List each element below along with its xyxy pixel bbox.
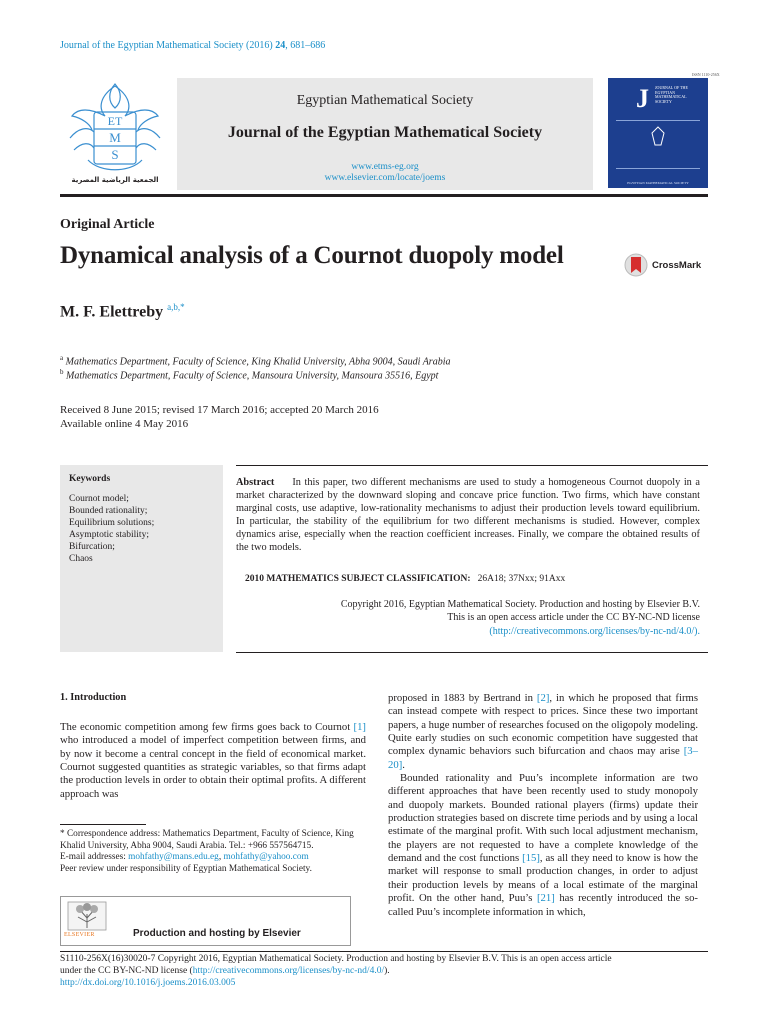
bottom-copyright: S1110-256X(16)30020-7 Copyright 2016, Egyptian Mathematical Society. Production and hosting by Elsevier B.V. This is an open access article [60, 954, 612, 964]
email-label: E-mail addresses: [60, 852, 129, 863]
received-dates: Received 8 June 2015; revised 17 March 2016; accepted 20 March 2016 [60, 404, 379, 416]
body-text: who introduced a model of imperfect competition between firms, and by now it become a central concept in the field of economical market. Cournot suggested quantities as strategic variables, so that firms adapt the production levels in order to obtain their optimal profits. A different approach was [60, 734, 366, 800]
body-text: , as all they need to know is how the market will response to small production changes, in order to adjust their production levels by means of a local estimate of the marginal profit. On the other hand, Puu’s [388, 852, 698, 905]
body-text: has recently introduced the so-called Puu’s incomplete information in which, [388, 892, 698, 918]
journal-title: Journal of the Egyptian Mathematical Society [227, 124, 543, 141]
cover-divider-bottom [616, 168, 700, 169]
cover-emblem-icon [650, 126, 666, 146]
cover-j-letter: J [636, 84, 649, 113]
abstract-text: In this paper, two different mechanisms are used to study a homogeneous Cournot duopoly in a market characterized by the downward sloping and concave price function. Two firms, which have constant marginal costs, use adaptive, low-rationality mechanisms to adjust their production levels toward equilibrium. In particular, the stability of the equilibrium for two different mechanisms is studied. However, complex dynamics arise, especially when the reaction coefficient increases. Finally, we compare the obtained results of the two models. [236, 477, 700, 554]
affiliation-text: Mathematics Department, Faculty of Science, Mansoura University, Mansoura 35516, Egypt [63, 370, 439, 382]
author-name [60, 302, 185, 321]
section-heading-introduction: 1. Introduction [60, 692, 127, 703]
bottom-rule [60, 951, 708, 952]
cover-divider [616, 120, 700, 121]
citation-link[interactable]: [21] [536, 892, 555, 905]
intro-column-right [388, 692, 698, 919]
paragraph [388, 772, 698, 919]
msc-label: 2010 MATHEMATICS SUBJECT CLASSIFICATION: [245, 574, 471, 584]
crossmark-label[interactable]: CrossMark [652, 260, 702, 271]
author-text: M. F. Elettreby [60, 303, 168, 321]
logo-letters-m: M [109, 130, 121, 145]
header-rule [60, 194, 708, 197]
keywords-heading: Keywords [69, 474, 111, 484]
license-line: This is an open access article under the CC BY-NC-ND license [447, 612, 700, 624]
url-etms[interactable]: www.etms-eg.org [351, 162, 419, 172]
article-type: Original Article [60, 217, 155, 232]
elsevier-wordmark: ELSEVIER [64, 932, 95, 938]
keyword-item: Asymptotic stability; [69, 530, 149, 541]
body-text: . [402, 758, 405, 771]
body-text: proposed in 1883 by Bertrand in [388, 692, 537, 704]
cover-title: JOURNAL OF THE EGYPTIAN MATHEMATICAL SOCIETY [655, 85, 688, 104]
article-title: Dynamical analysis of a Cournot duopoly model [60, 242, 564, 269]
bottom-license-link[interactable]: http://creativecommons.org/licenses/by-nc-nd/4.0/ [192, 966, 385, 977]
journal-ref-pages: , 681–686 [285, 40, 326, 51]
affiliation-text: Mathematics Department, Faculty of Science, King Khalid University, Abha 9004, Saudi Arabia [63, 356, 451, 368]
doi-link[interactable]: http://dx.doi.org/10.1016/j.joems.2016.03.005 [60, 978, 236, 989]
email-separator: , [218, 852, 224, 863]
body-text: The economic competition among few firms goes back to Cournot [60, 721, 354, 733]
email-link[interactable]: mohfathy@mans.edu.eg [128, 852, 219, 863]
bottom-license [60, 965, 708, 977]
society-name: Egyptian Mathematical Society [296, 93, 474, 108]
correspondence-footnote: * Correspondence address: Mathematics Department, Faculty of Science, King Khalid University, Abha 9004, Saudi Arabia. Tel.: +966 557564715. [60, 829, 354, 851]
journal-cover-thumbnail [608, 78, 708, 188]
citation-link[interactable]: [2] [536, 692, 550, 704]
author-marks[interactable]: a,b,* [167, 302, 185, 312]
abstract-label: Abstract [236, 477, 275, 488]
cover-issn: ISSN 1110-256X [692, 72, 720, 77]
abstract-rule-top [236, 465, 708, 466]
footnote-rule [60, 824, 146, 825]
keyword-item: Equilibrium solutions; [69, 518, 155, 529]
paragraph [388, 692, 698, 772]
copyright-notice [236, 598, 700, 638]
journal-reference [60, 40, 325, 51]
cover-footer: EGYPTIAN MATHEMATICAL SOCIETY [627, 181, 689, 185]
society-logo [60, 78, 170, 190]
logo-letters-s: S [111, 147, 119, 162]
msc-codes: 26A18; 37Nxx; 91Axx [477, 574, 566, 584]
affiliation-b [60, 368, 438, 381]
logo-letters-et: ET [107, 114, 123, 128]
keywords-list [69, 493, 154, 566]
elsevier-hosting-label: Production and hosting by Elsevier [133, 928, 301, 939]
keyword-item: Cournot model; [69, 494, 129, 504]
abstract-rule-bottom [236, 652, 708, 653]
body-text: , in which he proposed that firms can instead compete with respect to prices. Since these two important papers, a huge number of researches focused on the oligopoly modeling. Quite early studies on such economic competition have suggested that complex dynamic behaviors such bifurcation and chaos may arise [388, 692, 698, 758]
affiliation-a [60, 354, 450, 367]
peer-review-note: Peer review under responsibility of Egyptian Mathematical Society. [60, 863, 312, 874]
journal-urls [177, 162, 593, 184]
affiliation-mark: a [60, 354, 64, 362]
abstract [236, 476, 700, 555]
keyword-item: Chaos [69, 554, 93, 565]
license-link[interactable]: (http://creativecommons.org/licenses/by-nc-nd/4.0/). [489, 625, 700, 637]
journal-ref-volume: 24 [275, 40, 286, 51]
intro-column-left [60, 721, 366, 801]
url-elsevier[interactable]: www.elsevier.com/locate/joems [324, 173, 446, 183]
keyword-item: Bifurcation; [69, 542, 115, 553]
bottom-info [60, 953, 708, 990]
keyword-item: Bounded rationality; [69, 506, 148, 517]
logo-arabic-text: الجمعية الرياضية المصرية [71, 176, 159, 184]
citation-link[interactable]: [1] [353, 721, 366, 733]
journal-ref-prefix: Journal of the Egyptian Mathematical Society (2016) [60, 40, 276, 51]
footnotes [60, 829, 366, 875]
citation-link[interactable]: [15] [522, 852, 540, 865]
msc-classification [245, 574, 565, 584]
email-footnote [60, 852, 366, 864]
citation-link[interactable]: [3–20] [388, 745, 698, 771]
email-link[interactable]: mohfathy@yahoo.com [223, 852, 309, 863]
copyright-line: Copyright 2016, Egyptian Mathematical Society. Production and hosting by Elsevier B.V. [340, 599, 700, 610]
affiliation-mark: b [60, 368, 64, 376]
bottom-license-end: ). [384, 966, 390, 977]
body-text: Bounded rationality and Puu’s incomplete information are two different approaches that have been recently used to study monopoly and duopoly markets. Bounded rational players (firms) update their production strategies based on discrete time periods and by using a local estimate of the marginal profit. With such local adjustment mechanism, the players are not requested to have a complete knowledge of the demand and the cost functions [388, 772, 698, 865]
bottom-license-text: under the CC BY-NC-ND license ( [60, 966, 193, 977]
available-online: Available online 4 May 2016 [60, 418, 189, 430]
